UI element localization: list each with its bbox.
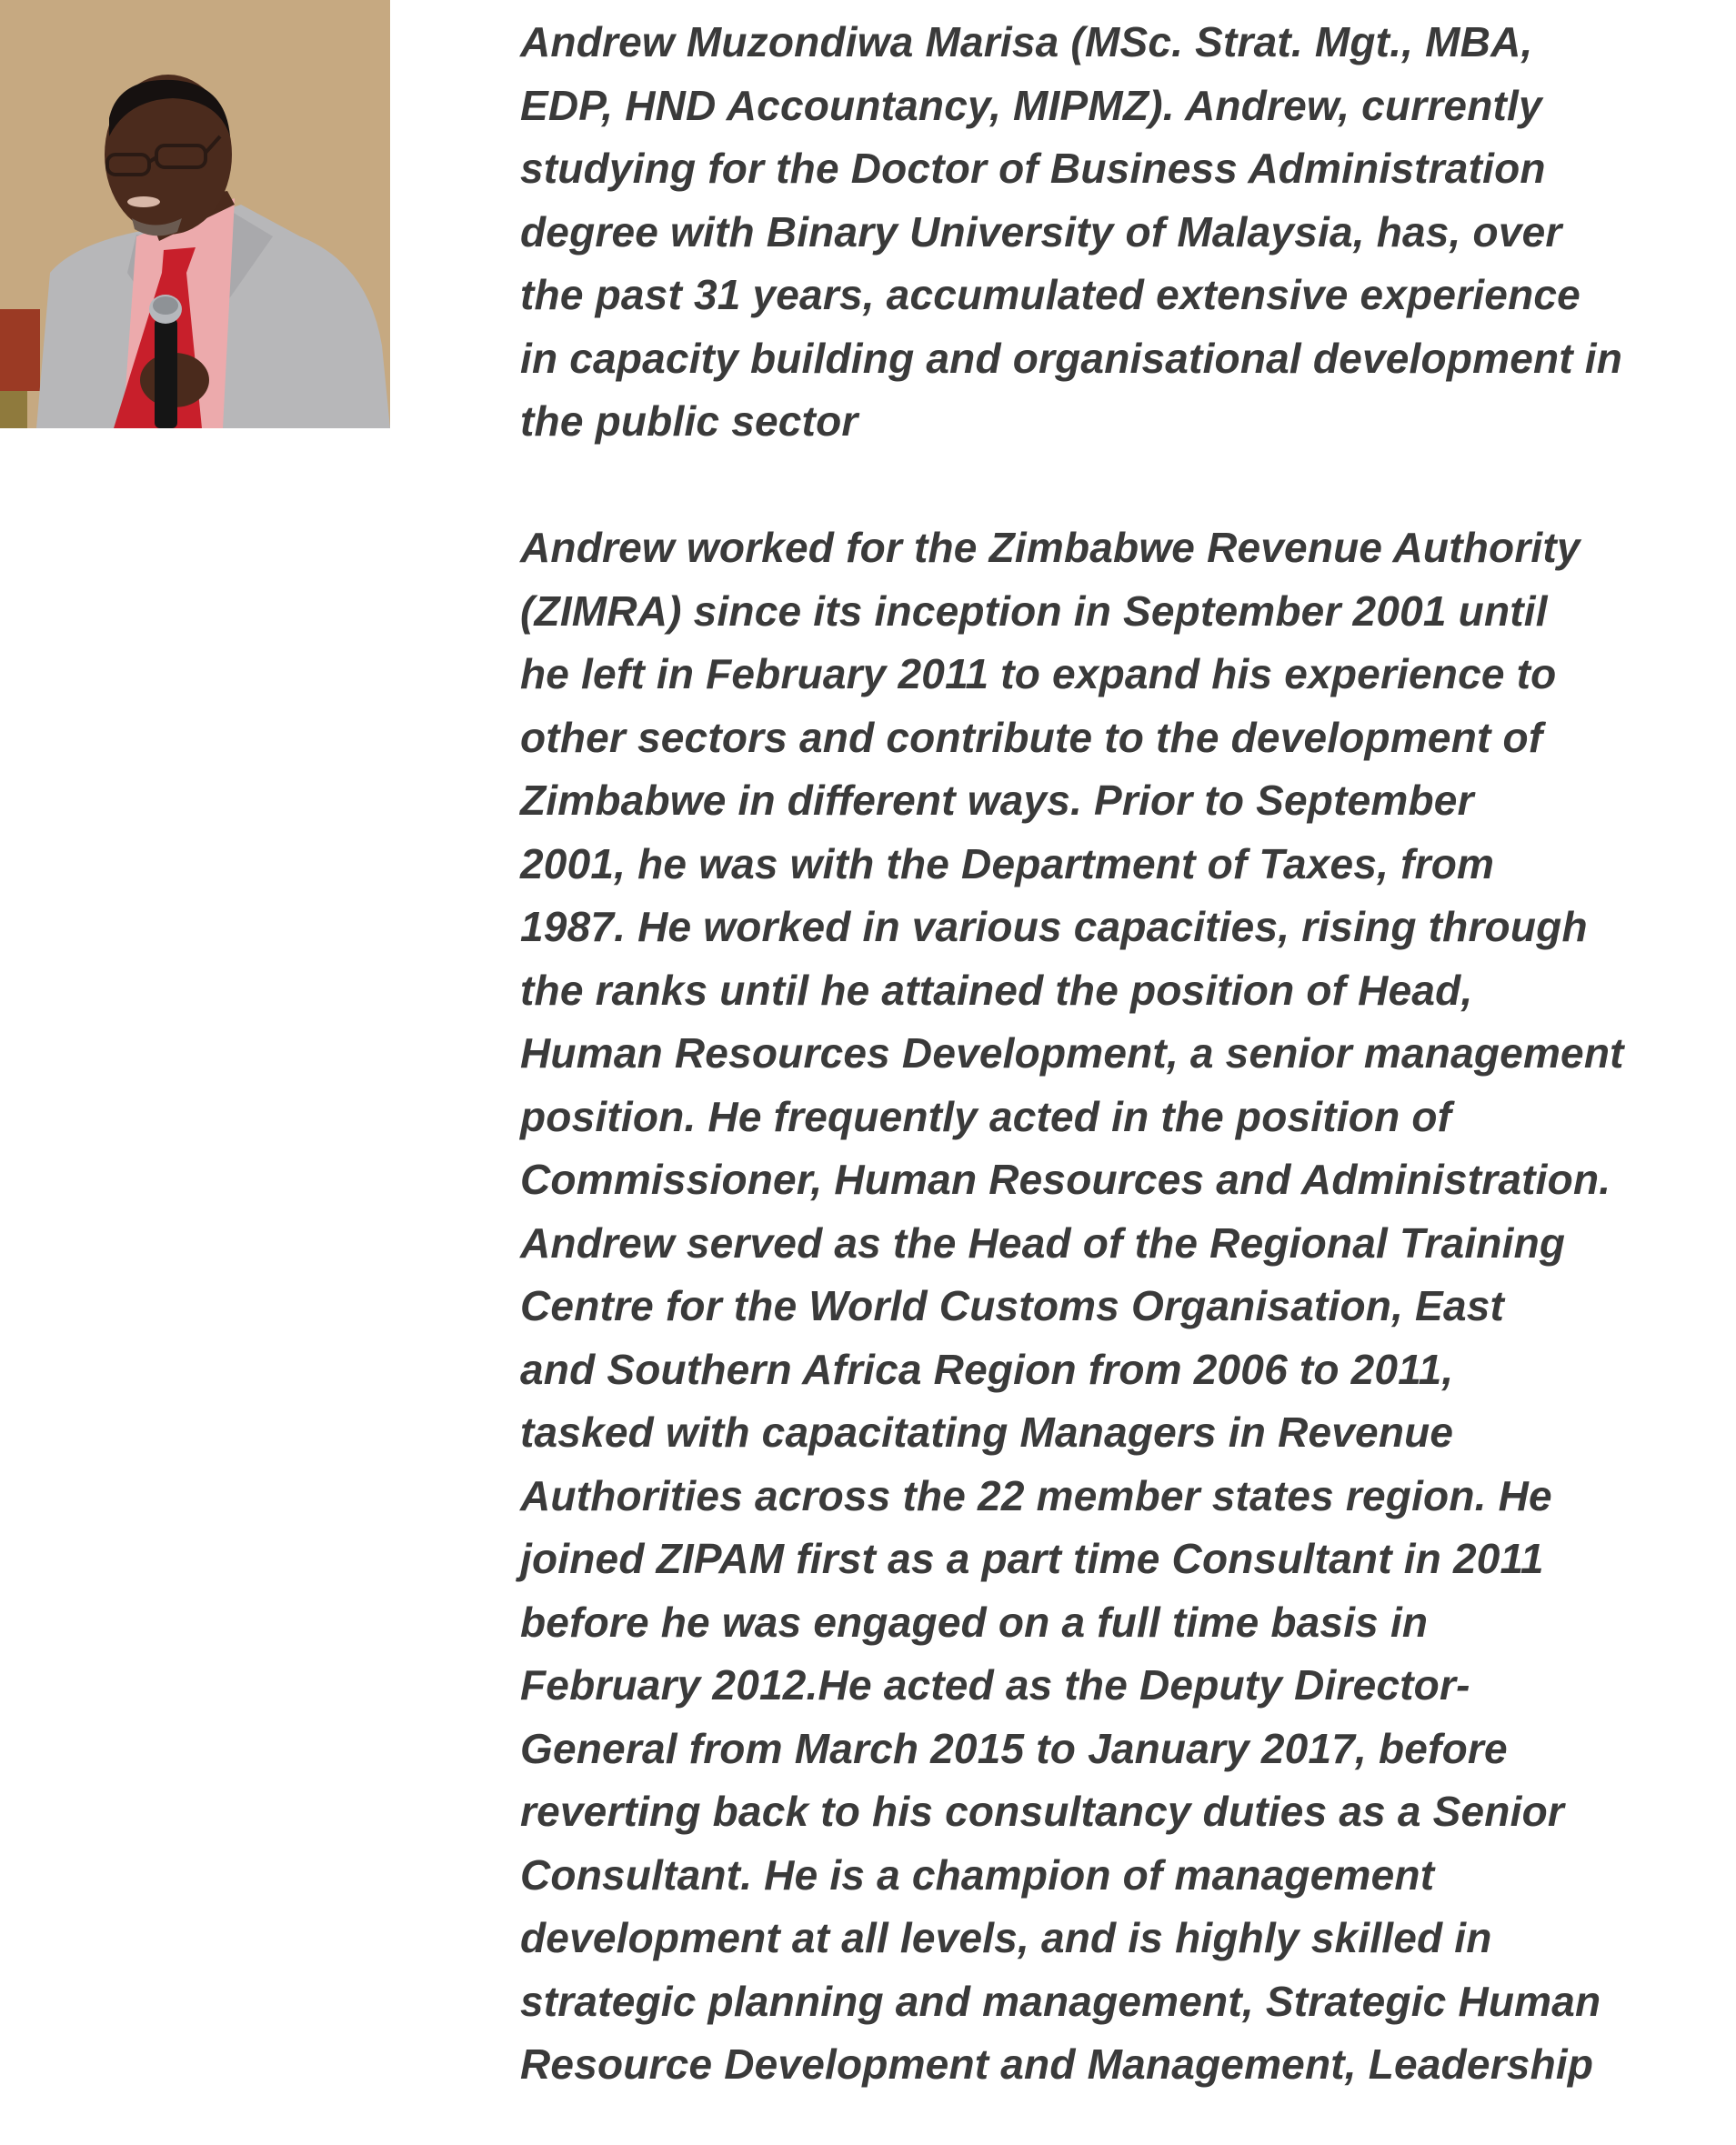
bio-line: degree with Binary University of Malaysia, has, over xyxy=(520,207,1562,256)
bio-line: 2001, he was with the Department of Taxes, from xyxy=(520,839,1495,887)
bio-line: strategic planning and management, Strategic Human xyxy=(520,1977,1601,2025)
bio-line: Consultant. He is a champion of management xyxy=(520,1850,1435,1899)
bio-line: other sectors and contribute to the development of xyxy=(520,713,1543,761)
bio-line: joined ZIPAM first as a part time Consultant in 2011 xyxy=(520,1535,1544,1582)
bio-line: EDP, HND Accountancy, MIPMZ). Andrew, currently xyxy=(520,81,1542,129)
bio-line: Andrew Muzondiwa Marisa (MSc. Strat. Mgt., MBA, xyxy=(520,18,1533,65)
bio-line: before he was engaged on a full time basis in xyxy=(520,1598,1429,1646)
profile-photo xyxy=(0,0,390,428)
bio-line: February 2012.He acted as the Deputy Director- xyxy=(520,1661,1470,1709)
bio-line: studying for the Doctor of Business Administration xyxy=(520,145,1546,192)
bio-line: position. He frequently acted in the position of xyxy=(520,1092,1452,1140)
bio-line: Zimbabwe in different ways. Prior to September xyxy=(520,777,1474,824)
bio-line: tasked with capacitating Managers in Revenue xyxy=(520,1408,1454,1456)
bio-line: development at all levels, and is highly skilled in xyxy=(520,1914,1492,1961)
bio-line: (ZIMRA) since its inception in September 2001 until xyxy=(520,586,1548,635)
paragraph-spacer xyxy=(520,454,1730,517)
bio-line: reverting back to his consultancy duties as a Senior xyxy=(520,1788,1564,1835)
bio-line: and Southern Africa Region from 2006 to 2011, xyxy=(520,1345,1454,1393)
bio-paragraph-2 xyxy=(520,516,1730,2097)
bio-line: the ranks until he attained the position of Head, xyxy=(520,966,1473,1014)
bio-line: Human Resources Development, a senior management xyxy=(520,1029,1624,1077)
bio-line: Authorities across the 22 member states region. He xyxy=(520,1471,1552,1519)
bio-line: General from March 2015 to January 2017, before xyxy=(520,1724,1508,1772)
bio-line: 1987. He worked in various capacities, rising through xyxy=(520,903,1588,950)
bio-paragraph-1 xyxy=(520,11,1730,454)
bio-line: Resource Development and Management, Leadership xyxy=(520,2040,1594,2088)
bio-line: Centre for the World Customs Organisation, East xyxy=(520,1282,1505,1329)
bio-line: Andrew served as the Head of the Regional Training xyxy=(520,1218,1566,1267)
bio-line: the past 31 years, accumulated extensive experience xyxy=(520,271,1580,318)
portrait-illustration xyxy=(0,0,390,428)
bio-line: Commissioner, Human Resources and Administration. xyxy=(520,1156,1611,1203)
biography-text xyxy=(520,11,1730,2097)
bio-line: he left in February 2011 to expand his experience to xyxy=(520,650,1557,697)
bio-line: in capacity building and organisational development in xyxy=(520,334,1623,382)
bio-line: Andrew worked for the Zimbabwe Revenue Authority xyxy=(520,524,1580,571)
bio-line: the public sector xyxy=(520,397,858,445)
